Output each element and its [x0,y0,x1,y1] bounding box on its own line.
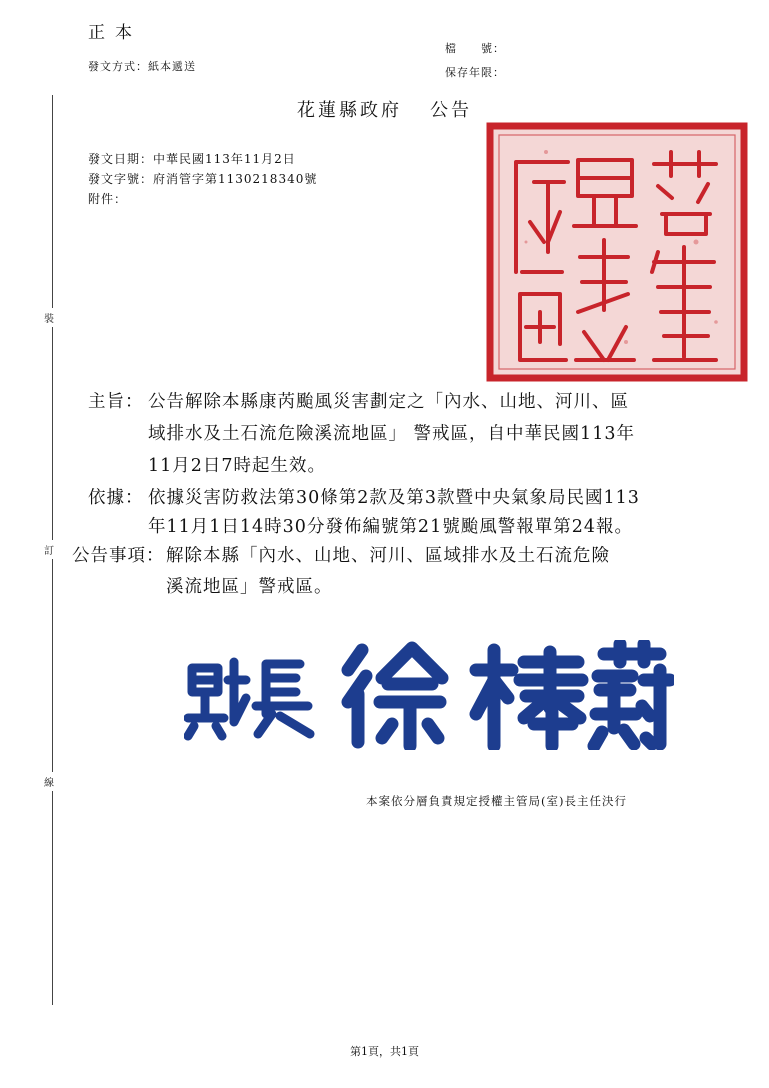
magistrate-signature-stamp [184,640,674,750]
subject-line-3: 11月2日7時起生效。 [148,456,327,476]
basis-line-1: 依據災害防救法第30條第2款及第3款暨中央氣象局民國113 [148,488,640,508]
copy-type: 正本 [88,23,142,43]
subject-line-1: 公告解除本縣康芮颱風災害劃定之「內水、山地、河川、區 [148,392,629,412]
binding-mark-xian: 線 [44,772,54,791]
announcement-items-line-1: 解除本縣「內水、山地、河川、區域排水及土石流危險 [166,546,610,566]
basis-label: 依據： [88,488,144,508]
issue-number: 發文字號：府消管字第1130218340號 [88,172,318,186]
binding-mark-ding: 訂 [44,540,54,559]
announcement-items-line-2: 溪流地區」警戒區。 [166,577,333,597]
issue-date: 發文日期：中華民國113年11月2日 [88,152,296,166]
file-number-label: 檔 號： [445,42,505,55]
agency-name: 花蓮縣政府 [297,100,402,121]
official-seal-stamp [486,122,748,382]
send-method: 發文方式：紙本遞送 [88,60,196,73]
subject-line-2: 域排水及土石流危險溪流地區」 警戒區，自中華民國113年 [148,424,635,444]
binding-mark-zhuang: 裝 [44,308,54,327]
page-number: 第1頁，共1頁 [350,1045,419,1058]
subject-label: 主旨： [88,392,144,412]
document-type: 公告 [430,100,472,121]
document-title [0,96,769,122]
delegation-note: 本案依分層負責規定授權主管局(室)長主任決行 [366,794,627,808]
announcement-items-label: 公告事項： [72,546,165,566]
retention-label: 保存年限： [445,66,505,79]
basis-line-2: 年11月1日14時30分發佈編號第21號颱風警報單第24報。 [148,517,633,537]
attachment-label: 附件： [88,192,128,206]
